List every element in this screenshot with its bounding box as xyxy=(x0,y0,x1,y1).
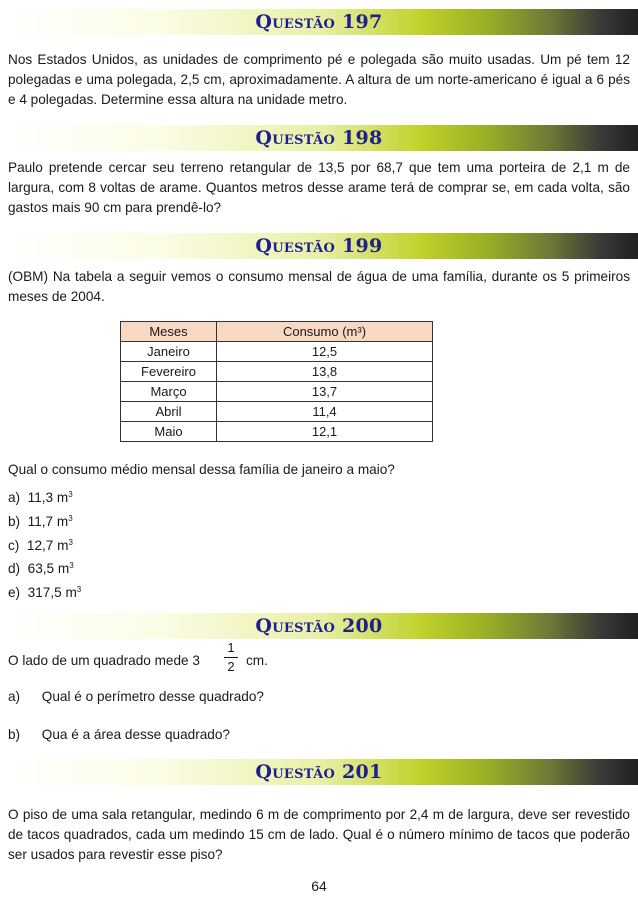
question-198-text: Paulo pretende cercar seu terreno retangular de 13,5 por 68,7 que tem uma porteira de 2,1 m de largura, com 8 voltas de arame. Quantos metros desse arame terá de comprar se, em cada volta, são gastos mais 90 cm para prendê-lo? xyxy=(8,160,630,215)
table-cell-month: Janeiro xyxy=(121,342,217,362)
sub-question-text: Qual é o perímetro desse quadrado? xyxy=(41,689,264,704)
fraction-denominator: 2 xyxy=(227,659,235,674)
table-cell-month: Fevereiro xyxy=(121,362,217,382)
table-cell-consumption: 13,7 xyxy=(217,382,433,402)
table-header-consumption: Consumo (m³) xyxy=(217,322,433,342)
option-letter: a) xyxy=(8,490,21,505)
table-cell-month: Março xyxy=(121,382,217,402)
table-cell-month: Abril xyxy=(121,402,217,422)
option-unit-exponent: 3 xyxy=(76,585,82,594)
table-row xyxy=(121,342,433,362)
table-cell-consumption: 12,5 xyxy=(217,342,433,362)
question-197-title: Questão 197 xyxy=(255,11,383,33)
option-value: 11,7 m xyxy=(27,514,69,529)
option-unit-exponent: 3 xyxy=(68,538,73,547)
option-unit-exponent: 3 xyxy=(69,561,74,570)
table-row xyxy=(121,362,433,382)
question-200-text-before: O lado de um quadrado mede 3 xyxy=(8,653,200,668)
answer-option xyxy=(8,509,73,532)
fraction-bar xyxy=(224,657,238,658)
answer-option xyxy=(8,556,74,579)
question-200-text-after: cm. xyxy=(246,653,268,668)
sub-question-letter: b) xyxy=(8,727,21,742)
sub-question xyxy=(8,725,230,745)
option-letter: c) xyxy=(8,538,20,553)
table-cell-consumption: 13,8 xyxy=(217,362,433,382)
option-unit-exponent: 3 xyxy=(68,514,73,523)
option-value: 317,5 m xyxy=(27,585,77,600)
option-value: 63,5 m xyxy=(27,561,70,576)
question-200-title: Questão 200 xyxy=(255,615,383,637)
question-198-title: Questão 198 xyxy=(255,127,383,149)
answer-option xyxy=(8,485,73,508)
option-letter: d) xyxy=(8,561,21,576)
question-197-text: Nos Estados Unidos, as unidades de comprimento pé e polegada são muito usadas. Um pé tem 12 polegadas e uma polegada, 2,5 cm, aproximadamente. A altura de um norte-americano é igual a 6 pés e 4 polegadas. Determine essa altura na unidade metro. xyxy=(8,52,630,107)
option-value: 12,7 m xyxy=(26,538,69,553)
option-letter: b) xyxy=(8,514,21,529)
option-unit-exponent: 3 xyxy=(68,490,73,499)
sub-question-letter: a) xyxy=(8,689,21,704)
table-header-months: Meses xyxy=(121,322,217,342)
answer-option xyxy=(8,533,73,556)
table-row xyxy=(121,422,433,442)
consumption-table xyxy=(120,321,433,442)
table-row xyxy=(121,402,433,422)
question-201-title: Questão 201 xyxy=(255,761,383,783)
question-199-text: (OBM) Na tabela a seguir vemos o consumo mensal de água de uma família, durante os 5 primeiros meses de 2004. xyxy=(8,269,630,304)
table-row xyxy=(121,382,433,402)
option-letter: e) xyxy=(8,585,21,600)
table-cell-consumption: 11,4 xyxy=(217,402,433,422)
sub-question xyxy=(8,687,264,707)
question-199-prompt: Qual o consumo médio mensal dessa família de janeiro a maio? xyxy=(8,462,395,477)
answer-option xyxy=(8,580,81,603)
mixed-fraction xyxy=(224,640,238,675)
question-201-text: O piso de uma sala retangular, medindo 6 m de comprimento por 2,4 m de largura, deve ser revestido de tacos quadrados, cada um medindo 15 cm de lado. Qual é o número mínimo de tacos que poderão ser usados para revestir esse piso? xyxy=(8,807,630,862)
sub-question-text: Qua é a área desse quadrado? xyxy=(41,727,230,742)
fraction-numerator: 1 xyxy=(227,640,235,655)
question-199-title: Questão 199 xyxy=(255,235,383,257)
page-number: 64 xyxy=(311,878,327,894)
table-header-row xyxy=(121,322,433,342)
option-value: 11,3 m xyxy=(27,490,69,505)
table-cell-consumption: 12,1 xyxy=(217,422,433,442)
table-cell-month: Maio xyxy=(121,422,217,442)
